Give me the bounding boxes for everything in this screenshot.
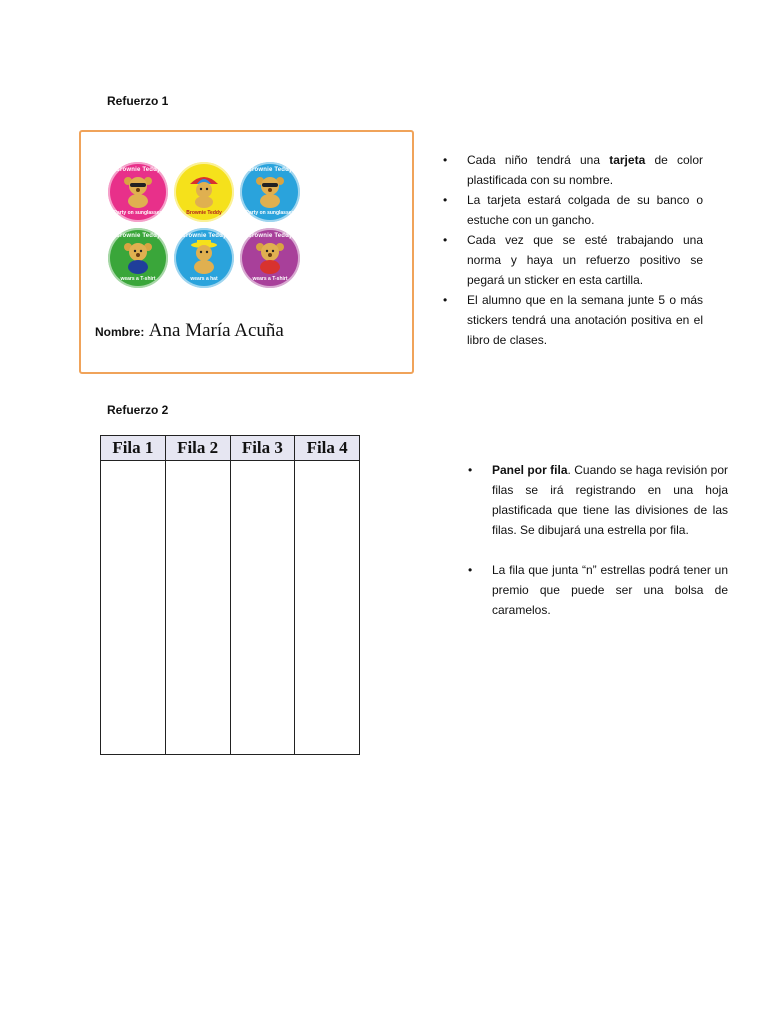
sticker-top-text: Brownie Teddy xyxy=(247,167,293,173)
list-item: • Cada niño tendrá una tarjeta de color plastificada con su nombre. xyxy=(467,150,703,190)
table-cell xyxy=(230,461,295,755)
teddy-umbrella-icon xyxy=(188,174,220,208)
sticker xyxy=(174,162,234,222)
sticker xyxy=(174,228,234,288)
teddy-bear-icon xyxy=(122,174,154,208)
sticker-grid xyxy=(108,162,300,290)
nombre-label: Nombre: xyxy=(95,325,145,339)
table-header: Fila 4 xyxy=(295,436,360,461)
list-item: • La tarjeta estará colgada de su banco o estuche con un gancho. xyxy=(467,190,703,230)
sticker xyxy=(240,162,300,222)
teddy-hat-icon xyxy=(188,240,220,274)
sticker-top-text: Brownie Teddy xyxy=(115,167,161,173)
nombre-line xyxy=(95,320,284,342)
sticker-bottom-text: wears a T-shirt xyxy=(252,276,288,282)
table-header: Fila 3 xyxy=(230,436,295,461)
list-item: • Cada vez que se esté trabajando una norma y haya un refuerzo positivo se pegará un sticker en esta cartilla. xyxy=(467,230,703,290)
sticker-top-text: Brownie Teddy xyxy=(181,233,227,239)
nombre-value: Ana María Acuña xyxy=(148,320,284,341)
table-cell xyxy=(101,461,166,755)
refuerzo-2-bullets xyxy=(492,460,728,620)
sticker xyxy=(108,162,168,222)
sticker-bottom-text: Party on sunglasses xyxy=(245,210,295,216)
list-item: • Panel por fila. Cuando se haga revisión por filas se irá registrando en una hoja plastificada que tiene las divisiones de las filas. Se dibujará una estrella por fila. xyxy=(492,460,728,540)
refuerzo-2-heading: Refuerzo 2 xyxy=(107,403,169,417)
filas-table xyxy=(100,435,360,755)
list-item: • El alumno que en la semana junte 5 o más stickers tendrá una anotación positiva en el libro de clases. xyxy=(467,290,703,350)
sticker xyxy=(108,228,168,288)
sticker xyxy=(240,228,300,288)
list-item: • La fila que junta “n” estrellas podrá tener un premio que puede ser una bolsa de caramelos. xyxy=(492,560,728,620)
teddy-bear-icon xyxy=(254,174,286,208)
sticker-bottom-text: wears a hat xyxy=(190,276,218,282)
teddy-tshirt-icon xyxy=(122,240,154,274)
table-cell xyxy=(165,461,230,755)
sticker-top-text: Brownie Teddy xyxy=(247,233,293,239)
teddy-tshirt-icon xyxy=(254,240,286,274)
sticker-card xyxy=(79,130,414,374)
sticker-bottom-text: Party on sunglasses xyxy=(113,210,163,216)
table-cell xyxy=(295,461,360,755)
sticker-bottom-text: wears a T-shirt xyxy=(120,276,156,282)
sticker-top-text: Brownie Teddy xyxy=(115,233,161,239)
sticker-bottom-text: Brownie Teddy xyxy=(186,210,222,216)
refuerzo-1-heading: Refuerzo 1 xyxy=(107,94,169,108)
table-header: Fila 1 xyxy=(101,436,166,461)
refuerzo-1-bullets xyxy=(467,150,703,350)
table-header: Fila 2 xyxy=(165,436,230,461)
